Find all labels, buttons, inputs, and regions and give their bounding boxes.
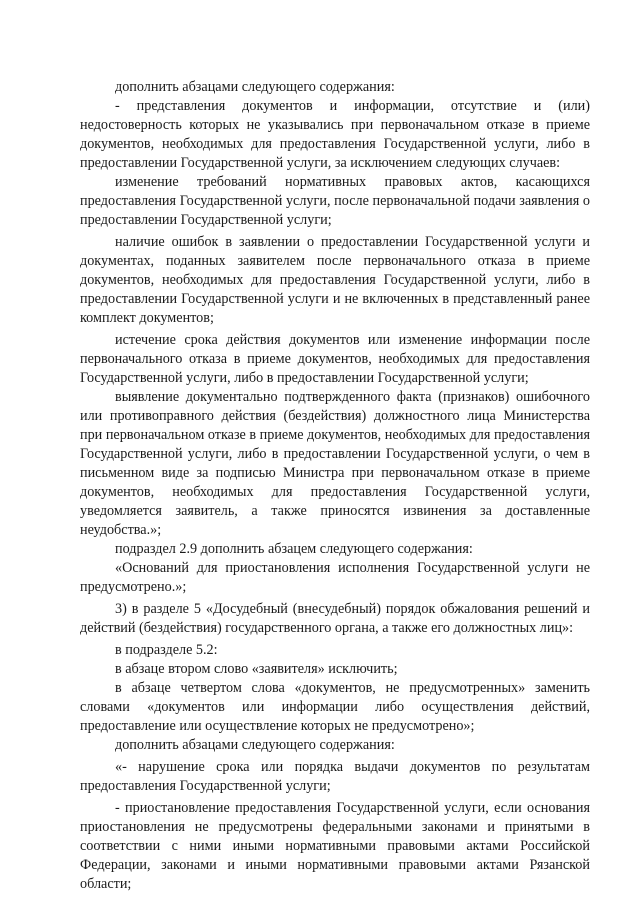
paragraph-12: в абзаце четвертом слова «документов, не предусмотренных» заменить словами «документов или информации либо осуществления действий, предоставление или осуществление которых не предусмотрено»; (80, 680, 590, 734)
paragraph-7: подраздел 2.9 дополнить абзацем следующего содержания: (115, 541, 473, 557)
paragraph-10: в подразделе 5.2: (115, 642, 218, 658)
paragraph-15: - приостановление предоставления Государственной услуги, если основания приостановления не предусмотрены федеральными законами и принятыми в соответствии с ними иными нормативными правовыми актами Российской Федерации, законами и иными нормативными правовыми актами Рязанской области; (80, 800, 590, 892)
paragraph-9: 3) в разделе 5 «Досудебный (внесудебный) порядок обжалования решений и действий (бездействия) государственного органа, а также его должностных лиц»: (80, 601, 590, 636)
paragraph-5: истечение срока действия документов или изменение информации после первоначального отказа в приеме документов, необходимых для предоставления Государственной услуги, либо в предоставлении Государственной услуги; (80, 332, 590, 386)
paragraph-14: «- нарушение срока или порядка выдачи документов по результатам предоставления Государственной услуги; (80, 759, 590, 794)
paragraph-6: выявление документально подтвержденного факта (признаков) ошибочного или противоправного действия (бездействия) должностного лица Министерства при первоначальном отказе в приеме документов, необходимых для предоставления Государственной услуги, либо в предоставлении Государственной услуги, о чем в письменном виде за подписью Министра при первоначальном отказе в приеме документов, необходимых для предоставления Государственной услуги, уведомляется заявитель, а также приносятся извинения за доставленные неудобства.»; (80, 389, 590, 538)
paragraph-3: изменение требований нормативных правовых актов, касающихся предоставления Государственной услуги, после первоначальной подачи заявления о предоставлении Государственной услуги; (80, 174, 590, 228)
paragraph-1: дополнить абзацами следующего содержания: (115, 79, 395, 95)
paragraph-13: дополнить абзацами следующего содержания: (115, 737, 395, 753)
paragraph-2: - представления документов и информации, отсутствие и (или) недостоверность которых не указывались при первоначальном отказе в приеме документов, необходимых для предоставления Государственной услуги, либо в предоставлении Государственной услуги, за исключением следующих случаев: (80, 98, 590, 171)
paragraph-11: в абзаце втором слово «заявителя» исключить; (115, 661, 398, 677)
paragraph-8: «Оснований для приостановления исполнения Государственной услуги не предусмотрено.»; (80, 560, 590, 595)
paragraph-4: наличие ошибок в заявлении о предоставлении Государственной услуги и документах, поданных заявителем после первоначального отказа в приеме документов, необходимых для предоставления Государственной услуги, либо в предоставлении Государственной услуги и не включенных в представленный ранее комплект документов; (80, 234, 590, 326)
